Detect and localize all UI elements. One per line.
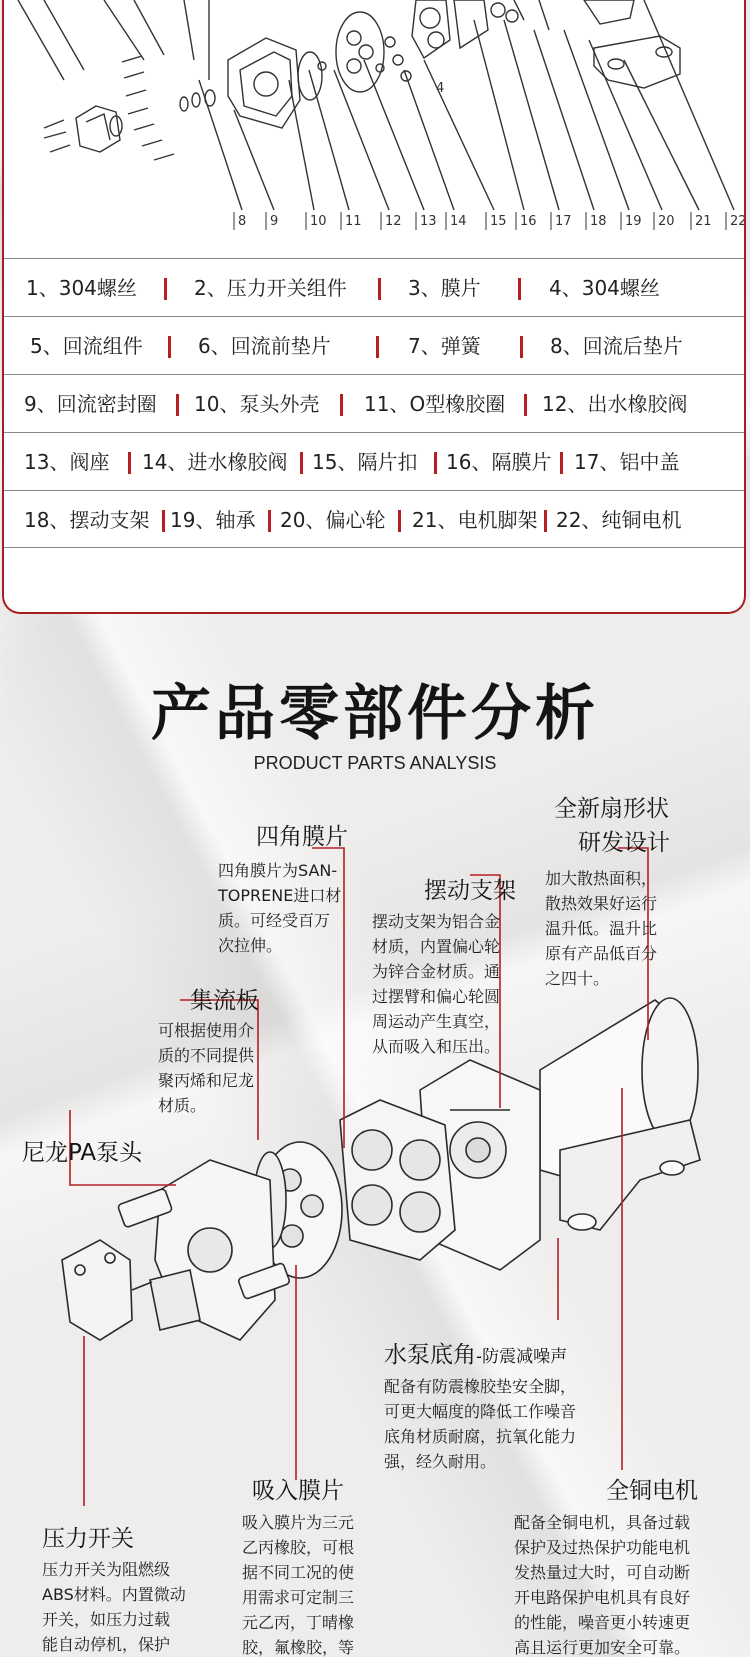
four-diaphragm-title: 四角膜片: [256, 824, 348, 850]
callout-number: 21: [695, 214, 712, 229]
parts-table-row: [4, 374, 746, 432]
description-line: 胶，氟橡胶，等: [242, 1638, 355, 1657]
callout-number-stray: 4: [436, 81, 445, 96]
parts-table-row: [4, 316, 746, 374]
parts-table-cell: 18、摆动支架: [24, 508, 150, 532]
callout-number: 12: [385, 214, 402, 229]
callout-number: 14: [450, 214, 467, 229]
swing-bracket-title: 摆动支架: [424, 878, 516, 904]
parts-table-cell: 4、304螺丝: [549, 276, 660, 300]
description-line: 配备全铜电机，具备过载: [514, 1513, 691, 1532]
callout-number: 19: [625, 214, 642, 229]
callout-number: 10: [310, 214, 327, 229]
pump-base-title-main: 水泵底角: [384, 1342, 476, 1368]
description-line: 可更大幅度的降低工作噪音: [384, 1402, 577, 1421]
callout-number: 22: [730, 214, 747, 229]
description-line: 四角膜片为SAN-: [218, 861, 338, 880]
description-line: 开关，如压力过载: [42, 1610, 171, 1629]
parts-table-divider: [128, 452, 131, 474]
parts-table-cell: 9、回流密封圈: [24, 392, 157, 416]
parts-table-cell: 3、膜片: [408, 276, 481, 300]
parts-table-cell: 22、纯铜电机: [556, 508, 682, 532]
parts-table-divider: [560, 452, 563, 474]
description-line: 强，经久耐用。: [384, 1452, 497, 1471]
description-line: 乙丙橡胶，可根: [242, 1538, 355, 1557]
parts-table-cell: 20、偏心轮: [280, 508, 386, 532]
exploded-view-diagram: [4, 0, 746, 240]
pump-base-description: [384, 1374, 576, 1474]
parts-table-divider: [544, 510, 547, 532]
description-line: 材质。: [158, 1096, 207, 1115]
description-line: 原有产品低百分: [545, 944, 658, 963]
parts-table-cell: 10、泵头外壳: [194, 392, 320, 416]
manifold-description: [158, 1018, 254, 1118]
description-line: 散热效果好运行: [545, 894, 658, 913]
swing-bracket-description: [372, 909, 500, 1059]
description-line: 配备有防震橡胶垫安全脚，: [384, 1377, 577, 1396]
parts-table-divider: [300, 452, 303, 474]
description-line: ABS材料。内置微动: [42, 1585, 186, 1604]
parts-table-cell: 1、304螺丝: [26, 276, 137, 300]
parts-table-cell: 16、隔膜片: [446, 450, 552, 474]
description-line: 能自动停机，保护: [42, 1635, 171, 1654]
description-line: 高且运行更加安全可靠。: [514, 1638, 691, 1657]
parts-table-divider: [340, 394, 343, 416]
copper-motor-title: 全铜电机: [606, 1478, 698, 1504]
description-line: 用需求可定制三: [242, 1588, 355, 1607]
description-line: 材质，内置偏心轮: [372, 937, 501, 956]
parts-table-row: [4, 432, 746, 490]
parts-table-cell: 14、进水橡胶阀: [142, 450, 288, 474]
parts-table-divider: [176, 394, 179, 416]
callout-number: 8: [238, 214, 247, 229]
parts-table-divider: [398, 510, 401, 532]
description-line: 为锌合金材质。通: [372, 962, 501, 981]
description-line: 之四十。: [545, 969, 610, 988]
parts-table-cell: 2、压力开关组件: [194, 276, 347, 300]
parts-table-row: [4, 258, 746, 316]
parts-table-divider: [268, 510, 271, 532]
parts-table-cell: 7、弹簧: [408, 334, 481, 358]
parts-list-card: [2, 0, 746, 614]
callout-number: 15: [490, 214, 507, 229]
description-line: 加大散热面积，: [545, 869, 658, 888]
description-line: 质的不同提供: [158, 1046, 255, 1065]
description-line: 可根据使用介: [158, 1021, 255, 1040]
description-line: 元乙丙，丁晴橡: [242, 1613, 355, 1632]
callout-number: 13: [420, 214, 437, 229]
parts-table-divider: [376, 336, 379, 358]
description-line: 聚丙烯和尼龙: [158, 1071, 255, 1090]
parts-table-divider: [164, 278, 167, 300]
parts-table-divider: [378, 278, 381, 300]
nylon-pump-head-title: 尼龙PA泵头: [22, 1140, 143, 1166]
pressure-switch-description: [42, 1557, 186, 1657]
callout-number: 18: [590, 214, 607, 229]
pump-base-title-suffix: -防震减噪声: [476, 1347, 568, 1367]
parts-table-cell: 11、O型橡胶圈: [364, 392, 506, 416]
page-title: 产品零部件分析: [151, 679, 599, 749]
description-line: 开电路保护电机具有良好: [514, 1588, 691, 1607]
description-line: 从而吸入和压出。: [372, 1037, 501, 1056]
parts-table-cell: 13、阀座: [24, 450, 110, 474]
description-line: 发热量过大时，可自动断: [514, 1563, 691, 1582]
description-line: 次拉伸。: [218, 936, 283, 955]
description-line: 质。可经受百万: [218, 911, 331, 930]
description-line: 压力开关为阻燃级: [42, 1560, 171, 1579]
description-line: 周运动产生真空，: [372, 1012, 501, 1031]
parts-table-cell: 17、铝中盖: [574, 450, 680, 474]
pump-base-title: [384, 1336, 567, 1369]
parts-table-cell: 21、电机脚架: [412, 508, 538, 532]
parts-table-divider: [524, 394, 527, 416]
suction-diaphragm-description: [242, 1510, 354, 1657]
callout-number: 20: [658, 214, 675, 229]
suction-diaphragm-title: 吸入膜片: [252, 1478, 344, 1504]
parts-table-divider: [518, 278, 521, 300]
description-line: 摆动支架为铝合金: [372, 912, 501, 931]
parts-table-row: [4, 490, 746, 548]
parts-table-cell: 6、回流前垫片: [198, 334, 331, 358]
parts-table-cell: 15、隔片扣: [312, 450, 418, 474]
parts-table-divider: [520, 336, 523, 358]
parts-table-cell: 8、回流后垫片: [550, 334, 683, 358]
description-line: 底角材质耐腐，抗氧化能力: [384, 1427, 577, 1446]
description-line: 的性能，噪音更小转速更: [514, 1613, 691, 1632]
parts-table-divider: [162, 510, 165, 532]
page-subtitle: PRODUCT PARTS ANALYSIS: [253, 753, 497, 773]
parts-table-divider: [434, 452, 437, 474]
parts-table-cell: 5、回流组件: [30, 334, 143, 358]
description-line: 过摆臂和偏心轮圆: [372, 987, 501, 1006]
fan-design-description: [545, 866, 657, 991]
description-line: 保护及过热保护功能电机: [514, 1538, 691, 1557]
parts-table-divider: [168, 336, 171, 358]
fan-design-title-line1: 全新扇形状: [554, 796, 669, 822]
description-line: 温升低。温升比: [545, 919, 658, 938]
description-line: 吸入膜片为三元: [242, 1513, 355, 1532]
fan-design-title-line2: 研发设计: [578, 830, 670, 856]
callout-number: 9: [270, 214, 279, 229]
callout-number: 17: [555, 214, 572, 229]
parts-table: [4, 258, 746, 548]
copper-motor-description: [514, 1510, 690, 1657]
parts-table-cell: 12、出水橡胶阀: [542, 392, 688, 416]
pressure-switch-title: 压力开关: [42, 1526, 134, 1552]
callout-number: 11: [345, 214, 362, 229]
description-line: TOPRENE进口材: [218, 886, 342, 905]
description-line: 据不同工况的使: [242, 1563, 355, 1582]
callout-number: 16: [520, 214, 537, 229]
manifold-title: 集流板: [190, 988, 259, 1014]
four-diaphragm-description: [218, 858, 341, 958]
parts-table-cell: 19、轴承: [170, 508, 256, 532]
